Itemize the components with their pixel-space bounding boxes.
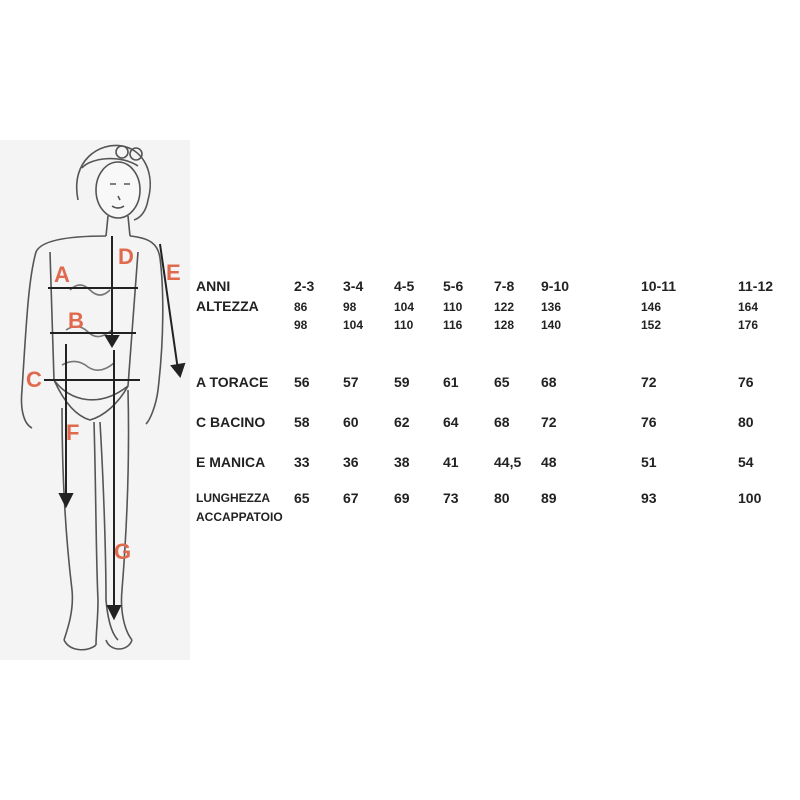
height-max-cell: 116 [443, 318, 463, 332]
table-cell: 72 [641, 374, 657, 390]
table-cell: 68 [494, 414, 510, 430]
table-cell: 56 [294, 374, 310, 390]
table-cell: 89 [541, 490, 557, 506]
header-label-altezza: ALTEZZA [196, 298, 259, 314]
table-cell: 80 [738, 414, 754, 430]
table-cell: 76 [738, 374, 754, 390]
table-cell: 41 [443, 454, 459, 470]
height-max-cell: 140 [541, 318, 562, 332]
row-label-accappatoio: ACCAPPATOIO [196, 510, 283, 524]
table-cell: 76 [641, 414, 657, 430]
measure-label-c: C [26, 367, 42, 392]
table-cell: 69 [394, 490, 410, 506]
table-cell: 68 [541, 374, 557, 390]
age-header-cell: 5-6 [443, 278, 464, 294]
table-cell: 57 [343, 374, 359, 390]
table-cell: 64 [443, 414, 459, 430]
age-header-cell: 2-3 [294, 278, 315, 294]
age-header-cell: 3-4 [343, 278, 364, 294]
table-cell: 59 [394, 374, 410, 390]
table-cell: 36 [343, 454, 359, 470]
table-cell: 58 [294, 414, 310, 430]
age-header-cell: 10-11 [641, 278, 677, 294]
row-label-lunghezza: LUNGHEZZA [196, 491, 270, 505]
table-cell: 44,5 [494, 454, 522, 470]
table-cell: 65 [494, 374, 510, 390]
height-max-cell: 176 [738, 318, 759, 332]
table-cell: 51 [641, 454, 657, 470]
table-cell: 60 [343, 414, 359, 430]
height-min-cell: 104 [394, 300, 415, 314]
measure-label-a: A [54, 262, 70, 287]
row-label-torace: A TORACE [196, 374, 269, 390]
row-label-bacino: C BACINO [196, 414, 266, 430]
height-max-cell: 104 [343, 318, 364, 332]
height-min-cell: 136 [541, 300, 562, 314]
height-max-cell: 152 [641, 318, 662, 332]
measure-label-e: E [166, 260, 181, 285]
table-cell: 80 [494, 490, 510, 506]
measure-label-f: F [66, 420, 80, 445]
height-min-cell: 146 [641, 300, 662, 314]
table-cell: 100 [738, 490, 762, 506]
child-figure-illustration [0, 140, 200, 660]
height-min-cell: 86 [294, 300, 308, 314]
table-cell: 54 [738, 454, 754, 470]
table-cell: 72 [541, 414, 557, 430]
measure-label-b: B [68, 308, 84, 333]
measure-label-g: G [114, 539, 132, 564]
height-max-cell: 110 [394, 318, 414, 332]
row-label-manica: E MANICA [196, 454, 266, 470]
height-max-cell: 98 [294, 318, 308, 332]
age-header-cell: 9-10 [541, 278, 570, 294]
height-min-cell: 98 [343, 300, 357, 314]
header-label-anni: ANNI [196, 278, 231, 294]
height-min-cell: 164 [738, 300, 759, 314]
table-cell: 48 [541, 454, 557, 470]
table-cell: 73 [443, 490, 459, 506]
age-header-cell: 7-8 [494, 278, 515, 294]
table-cell: 62 [394, 414, 410, 430]
height-min-cell: 122 [494, 300, 515, 314]
table-cell: 67 [343, 490, 359, 506]
height-max-cell: 128 [494, 318, 515, 332]
table-cell: 65 [294, 490, 310, 506]
age-header-cell: 4-5 [394, 278, 415, 294]
height-min-cell: 110 [443, 300, 463, 314]
table-cell: 93 [641, 490, 657, 506]
measure-label-d: D [118, 244, 134, 269]
table-cell: 33 [294, 454, 310, 470]
age-header-cell: 11-12 [738, 278, 774, 294]
table-cell: 38 [394, 454, 410, 470]
table-cell: 61 [443, 374, 459, 390]
